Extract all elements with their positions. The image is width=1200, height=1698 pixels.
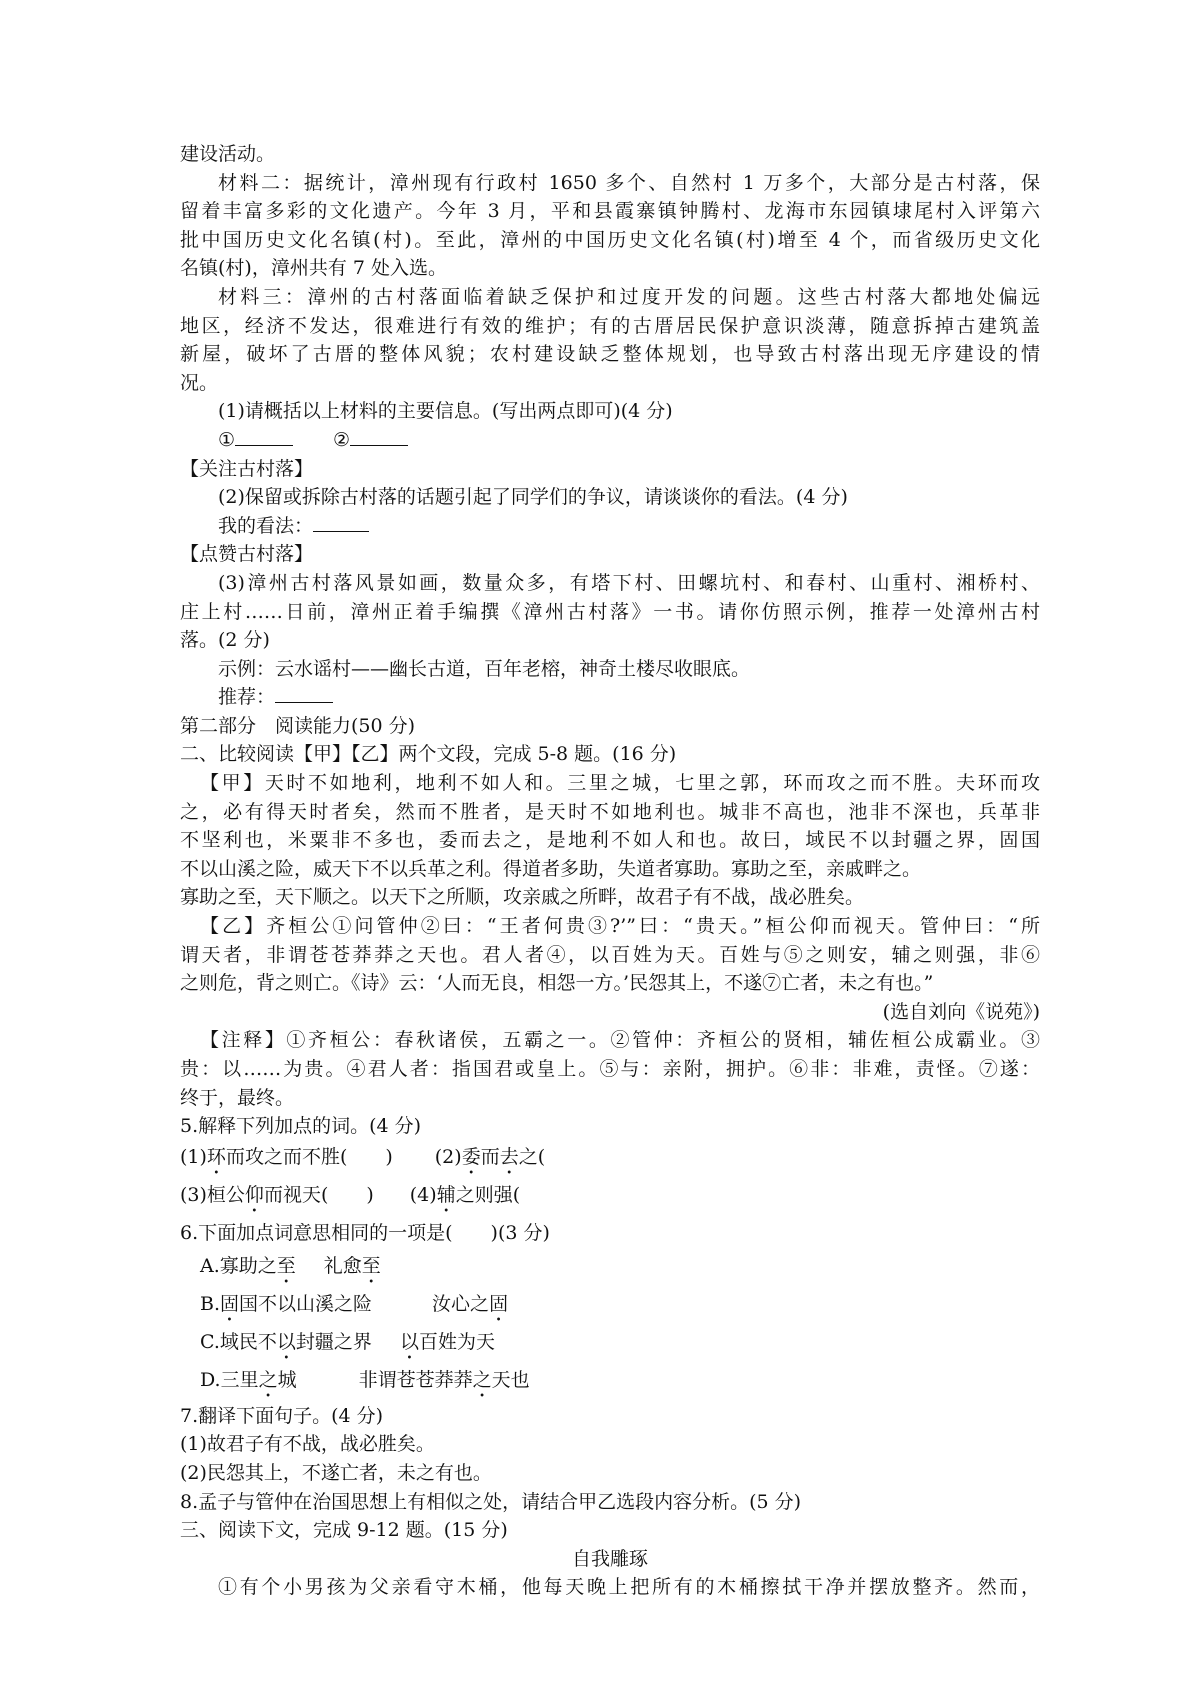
answer-label-2: ② xyxy=(333,428,351,451)
option-text: 国不以山溪之险 xyxy=(239,1292,373,1315)
passage-jia: 寡助之至，天下顺之。以天下之所顺，攻亲戚之所畔，故君子有不战，战必胜矣。 xyxy=(180,886,865,909)
dotted-word: 委 xyxy=(461,1145,481,1168)
passage-source: (选自刘向《说苑》) xyxy=(882,1000,1040,1023)
question-8: 8.孟子与管仲在治国思想上有相似之处，请结合甲乙选段内容分析。(5 分) xyxy=(180,1490,802,1513)
section-heading: 二、比较阅读【甲】【乙】两个文段，完成 5-8 题。(16 分) xyxy=(180,743,677,766)
text-line: 建设活动。 xyxy=(180,143,276,165)
annotation: 【注释】①齐桓公：春秋诸侯，五霸之一。②管仲：齐桓公的贤相，辅佐桓公成霸业。③ xyxy=(200,1029,1040,1052)
item-text: 之( xyxy=(518,1145,546,1168)
text-line: 材料二：据统计，漳州现有行政村 1650 多个、自然村 1 万多个，大部分是古村落，保 xyxy=(218,171,1040,194)
option-text: 非谓苍苍莽莽 xyxy=(358,1368,473,1391)
dotted-word: 辅 xyxy=(436,1183,456,1206)
passage-jia: 之，必有得天时者矣，然而不胜者，是天时不如地利也。城非不高也，池非不深也，兵革非 xyxy=(180,800,1040,823)
passage-yi: 之则危，背之则亡。《诗》云：‘人而无良，相怨一方。’民怨其上，不遂⑦亡者，未之有也。” xyxy=(180,972,934,995)
article-paragraph: ①有个小男孩为父亲看守木桶，他每天晚上把所有的木桶擦拭干净并摆放整齐。然而， xyxy=(218,1576,1040,1599)
option-text: 礼愈 xyxy=(323,1254,362,1277)
question-2: (2)保留或拆除古村落的话题引起了同学们的争议，请谈谈你的看法。(4 分) xyxy=(218,486,848,509)
annotation: 终于，最终。 xyxy=(180,1086,295,1109)
part-heading: 第二部分 阅读能力(50 分) xyxy=(180,714,416,737)
text-line: 批中国历史文化名镇(村)。至此，漳州的中国历史文化名镇(村)增至 4 个，而省级历史文化 xyxy=(180,228,1040,251)
option-d xyxy=(180,1364,1040,1402)
option-text: 汝心之 xyxy=(432,1292,490,1315)
question-3: 落。(2 分) xyxy=(180,629,270,652)
item-text: 而攻之而不胜( ) xyxy=(225,1145,393,1168)
text-line: 材料三：漳州的古村落面临着缺乏保护和过度开发的问题。这些古村落大都地处偏远 xyxy=(218,285,1040,308)
passage-jia: 【甲】天时不如地利，地利不如人和。三里之城，七里之郭，环而攻之而不胜。夫环而攻 xyxy=(200,772,1040,795)
dotted-word: 以 xyxy=(276,1330,296,1353)
answer-label: 我的看法： xyxy=(218,514,314,537)
dotted-word: 之 xyxy=(472,1368,492,1391)
dotted-word: 去 xyxy=(499,1145,519,1168)
option-text: 天也 xyxy=(491,1368,530,1391)
dotted-word: 仰 xyxy=(244,1183,264,1206)
question-5-items xyxy=(180,1179,1040,1217)
answer-label-1: ① xyxy=(218,428,236,451)
option-c xyxy=(180,1326,1040,1364)
question-7-item: (2)民怨其上，不遂亡者，未之有也。 xyxy=(180,1461,492,1484)
option-text: 封疆之界 xyxy=(295,1330,372,1353)
option-text: 城 xyxy=(277,1368,297,1391)
annotation: 贵：以……为贵。④君人者：指国君或皇上。⑤与：亲附，拥护。⑥非：非难，责怪。⑦遂： xyxy=(180,1058,1040,1080)
dotted-word: 固 xyxy=(220,1292,240,1315)
question-1: (1)请概括以上材料的主要信息。(写出两点即可)(4 分) xyxy=(218,400,673,423)
question-5-items xyxy=(180,1141,1040,1179)
option-text: C.域民不 xyxy=(200,1330,277,1353)
item-text: 而 xyxy=(480,1145,500,1168)
dotted-word: 至 xyxy=(276,1254,296,1277)
dotted-word: 至 xyxy=(361,1254,381,1277)
text-line: 新屋，破坏了古厝的整体风貌；农村建设缺乏整体规划，也导致古村落出现无序建设的情 xyxy=(180,343,1040,366)
article-title: 自我雕琢 xyxy=(571,1547,648,1570)
item-text: 而视天( ) xyxy=(263,1183,374,1206)
dotted-word: 以 xyxy=(399,1330,419,1353)
section-heading: 三、阅读下文，完成 9-12 题。(15 分) xyxy=(180,1519,508,1542)
answer-blank[interactable] xyxy=(313,513,369,532)
question-5: 5.解释下列加点的词。(4 分) xyxy=(180,1115,422,1138)
section-heading: 【点赞古村落】 xyxy=(180,543,314,566)
document-page xyxy=(180,140,1040,1602)
question-6: 6.下面加点词意思相同的一项是( )(3 分) xyxy=(180,1221,550,1244)
passage-jia: 不坚利也，米粟非不多也，委而去之，是地利不如人和也。故曰，域民不以封疆之界，固国 xyxy=(180,829,1040,852)
question-1-answers xyxy=(180,426,1040,455)
dotted-word: 之 xyxy=(258,1368,278,1391)
question-3-answer xyxy=(180,683,1040,712)
section-heading: 【关注古村落】 xyxy=(180,457,314,480)
question-3: 庄上村……日前，漳州正着手编撰《漳州古村落》一书。请你仿照示例，推荐一处漳州古村 xyxy=(180,600,1040,623)
answer-blank-2[interactable] xyxy=(350,427,408,446)
dotted-word: 固 xyxy=(489,1292,509,1315)
question-2-answer xyxy=(180,512,1040,541)
item-text: (2) xyxy=(434,1145,462,1168)
option-b xyxy=(180,1288,1040,1326)
text-line: 留着丰富多彩的文化遗产。今年 3 月，平和县霞寨镇钟腾村、龙海市东园镇埭尾村入评第六 xyxy=(180,200,1040,223)
text-line: 名镇(村)，漳州共有 7 处入选。 xyxy=(180,257,447,280)
item-text: (4) xyxy=(409,1183,437,1206)
passage-jia: 不以山溪之险，威天下不以兵革之利。得道者多助，失道者寡助。寡助之至，亲戚畔之。 xyxy=(180,857,922,880)
passage-yi: 【乙】齐桓公①问管仲②曰：“王者何贵③?’”曰：“贵天。”桓公仰而视天。管仲曰：“所 xyxy=(200,915,1040,938)
item-text: 之则强( xyxy=(455,1183,521,1206)
text-line: 况。 xyxy=(180,371,219,394)
item-text: (1) xyxy=(180,1145,207,1168)
text-line: 地区，经济不发达，很难进行有效的维护；有的古厝居民保护意识淡薄，随意拆掉古建筑盖 xyxy=(180,314,1040,337)
option-text: B. xyxy=(200,1292,221,1315)
question-7: 7.翻译下面句子。(4 分) xyxy=(180,1404,384,1427)
item-text: (3)桓公 xyxy=(180,1183,245,1206)
option-a xyxy=(180,1250,1040,1288)
option-text: A.寡助之 xyxy=(200,1254,277,1277)
option-text: 百姓为天 xyxy=(418,1330,495,1353)
answer-blank-1[interactable] xyxy=(235,427,293,446)
passage-yi: 谓天者，非谓苍苍莽莽之天也。君人者④，以百姓为天。百姓与⑤之则安，辅之则强，非⑥ xyxy=(180,943,1040,966)
option-text: D.三里 xyxy=(200,1368,259,1391)
answer-label: 推荐： xyxy=(218,686,276,709)
question-7-item: (1)故君子有不战，战必胜矣。 xyxy=(180,1433,435,1456)
question-3: (3)漳州古村落风景如画，数量众多，有塔下村、田螺坑村、和春村、山重村、湘桥村、 xyxy=(218,571,1040,594)
example-text: 示例：云水谣村——幽长古道，百年老榕，神奇土楼尽收眼底。 xyxy=(218,657,751,680)
dotted-word: 环 xyxy=(206,1145,226,1168)
answer-blank[interactable] xyxy=(275,684,333,703)
